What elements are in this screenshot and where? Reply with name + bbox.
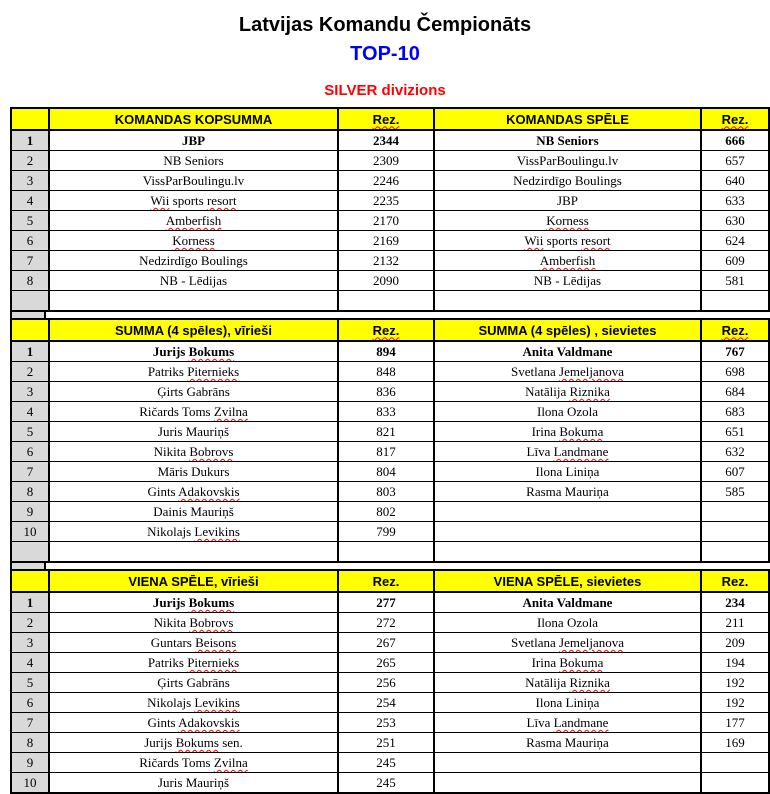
score-cell-left: 833 — [338, 402, 434, 422]
score-cell-right: 630 — [701, 211, 769, 231]
name-text: JBP — [181, 133, 206, 148]
name-cell-right — [434, 633, 701, 653]
misspelled-word: Landmane — [553, 444, 609, 459]
score-cell-left: 817 — [338, 442, 434, 462]
result-row — [11, 191, 769, 211]
score-cell-right — [701, 542, 769, 563]
result-row — [11, 522, 769, 542]
name-cell-left — [49, 482, 338, 502]
empty-row — [11, 291, 769, 312]
name-cell-right — [434, 402, 701, 422]
name-text: Ilona Liniņa — [535, 464, 600, 479]
section-header-left: SUMMA (4 spēles), vīrieši — [49, 319, 338, 341]
score-cell-left: 265 — [338, 653, 434, 673]
name-text: Līva — [526, 715, 554, 730]
rez-header-left — [338, 570, 434, 592]
name-cell-left — [49, 171, 338, 191]
score-cell-right: 192 — [701, 693, 769, 713]
score-cell-left: 245 — [338, 753, 434, 773]
score-cell-right: 767 — [701, 341, 769, 362]
rank-header-cell — [11, 570, 49, 592]
result-row — [11, 130, 769, 151]
score-cell-right — [701, 522, 769, 542]
name-cell-left — [49, 773, 338, 794]
score-cell-right: 169 — [701, 733, 769, 753]
score-cell-left: 2169 — [338, 231, 434, 251]
rank-cell-empty — [11, 291, 49, 312]
misspelled-word: Adakovskis — [178, 715, 240, 730]
result-row — [11, 211, 769, 231]
name-text: Jurijs — [144, 735, 176, 750]
name-cell-left — [49, 633, 338, 653]
score-cell-right: 683 — [701, 402, 769, 422]
misspelled-word: Bokums — [175, 735, 219, 750]
score-cell-left: 2235 — [338, 191, 434, 211]
rank-cell: 2 — [11, 613, 49, 633]
name-cell-left — [49, 542, 338, 563]
name-text: Dainis Mauriņš — [153, 504, 234, 519]
name-cell-right — [434, 462, 701, 482]
name-cell-left — [49, 251, 338, 271]
rank-cell: 6 — [11, 231, 49, 251]
score-cell-right: 585 — [701, 482, 769, 502]
result-row — [11, 422, 769, 442]
result-row — [11, 633, 769, 653]
score-cell-left: 272 — [338, 613, 434, 633]
name-cell-right — [434, 713, 701, 733]
name-text: NB - Lēdijas — [533, 273, 602, 288]
result-row — [11, 402, 769, 422]
name-cell-left — [49, 653, 338, 673]
name-cell-right — [434, 673, 701, 693]
misspelled-word: Riznika — [569, 675, 610, 690]
result-row — [11, 231, 769, 251]
rank-cell: 5 — [11, 422, 49, 442]
name-cell-right — [434, 422, 701, 442]
rank-cell: 3 — [11, 171, 49, 191]
name-cell-right — [434, 211, 701, 231]
rank-cell: 1 — [11, 592, 49, 613]
misspelled-word: Rez. — [372, 111, 400, 127]
score-cell-left: 2132 — [338, 251, 434, 271]
result-row — [11, 462, 769, 482]
rank-cell: 9 — [11, 502, 49, 522]
score-cell-right: 194 — [701, 653, 769, 673]
name-cell-left — [49, 502, 338, 522]
results-tables — [10, 107, 770, 794]
name-text: sports — [169, 193, 207, 208]
name-cell-right — [434, 231, 701, 251]
score-cell-right: 684 — [701, 382, 769, 402]
misspelled-word: Rez. — [721, 111, 749, 127]
name-text: Irina — [531, 655, 560, 670]
results-table-section-3 — [10, 569, 770, 794]
name-cell-left — [49, 733, 338, 753]
rank-header-cell — [11, 319, 49, 341]
name-cell-left — [49, 422, 338, 442]
name-text: NB Seniors — [163, 153, 224, 168]
misspelled-word: Piternieks — [187, 364, 240, 379]
rank-cell: 10 — [11, 522, 49, 542]
result-row — [11, 151, 769, 171]
name-cell-right — [434, 382, 701, 402]
rank-cell: 5 — [11, 211, 49, 231]
score-cell-left: 256 — [338, 673, 434, 693]
name-cell-left — [49, 291, 338, 312]
misspelled-word: Bobrovs — [189, 444, 234, 459]
rank-cell: 2 — [11, 362, 49, 382]
score-cell-right: 211 — [701, 613, 769, 633]
name-text: Rez. — [721, 573, 749, 589]
score-cell-left: 804 — [338, 462, 434, 482]
result-row — [11, 251, 769, 271]
section-header-row — [11, 319, 769, 341]
rank-cell: 3 — [11, 633, 49, 653]
name-cell-right — [434, 191, 701, 211]
score-cell-left: 2090 — [338, 271, 434, 291]
section-header-right: VIENA SPĒLE, sievietes — [434, 570, 701, 592]
score-cell-right: 234 — [701, 592, 769, 613]
result-row — [11, 171, 769, 191]
name-cell-left — [49, 211, 338, 231]
misspelled-word: Landmane — [553, 715, 609, 730]
name-text: Irina — [531, 424, 560, 439]
misspelled-word: Bobrovs — [189, 615, 234, 630]
result-row — [11, 773, 769, 794]
section-header-row — [11, 108, 769, 130]
name-text: Jurijs — [152, 344, 189, 359]
score-cell-right: 632 — [701, 442, 769, 462]
misspelled-word: Rez. — [372, 322, 400, 338]
rez-header-left — [338, 319, 434, 341]
rez-header-right — [701, 108, 769, 130]
result-row — [11, 502, 769, 522]
name-text: Nedzirdīgo Boulings — [513, 173, 622, 188]
rank-cell: 9 — [11, 753, 49, 773]
name-cell-left — [49, 592, 338, 613]
name-text: Natālija — [525, 384, 570, 399]
section-header-row — [11, 570, 769, 592]
name-cell-left — [49, 271, 338, 291]
score-cell-left: 2170 — [338, 211, 434, 231]
rank-cell: 4 — [11, 653, 49, 673]
rank-cell: 6 — [11, 693, 49, 713]
rank-cell: 1 — [11, 341, 49, 362]
name-cell-right — [434, 592, 701, 613]
page-title: Latvijas Komandu Čempionāts — [238, 14, 532, 36]
rank-cell: 7 — [11, 462, 49, 482]
name-cell-left — [49, 341, 338, 362]
misspelled-word: Bokuma — [559, 424, 604, 439]
rank-cell: 8 — [11, 271, 49, 291]
misspelled-word: Bokums — [188, 595, 235, 610]
misspelled-word: Wii — [150, 193, 170, 208]
score-cell-right — [701, 773, 769, 794]
score-cell-right: 581 — [701, 271, 769, 291]
name-text: Rasma Mauriņa — [526, 484, 609, 499]
score-cell-left: 253 — [338, 713, 434, 733]
name-text: Juris Mauriņš — [157, 424, 230, 439]
section-header-left: VIENA SPĒLE, vīrieši — [49, 570, 338, 592]
score-cell-right: 666 — [701, 130, 769, 151]
result-row — [11, 341, 769, 362]
result-row — [11, 482, 769, 502]
result-row — [11, 592, 769, 613]
result-row — [11, 442, 769, 462]
score-cell-left: 2246 — [338, 171, 434, 191]
misspelled-word: Jemeljanova — [559, 635, 624, 650]
name-text: NB Seniors — [536, 133, 599, 148]
name-text: NB - Lēdijas — [159, 273, 228, 288]
name-cell-right — [434, 251, 701, 271]
name-cell-right — [434, 482, 701, 502]
name-text: Ilona Liniņa — [535, 695, 600, 710]
name-text: Gints — [147, 484, 179, 499]
name-text: Anita Valdmane — [522, 344, 613, 359]
name-text: Nikolajs — [147, 524, 195, 539]
result-row — [11, 693, 769, 713]
name-cell-left — [49, 402, 338, 422]
name-text: Ģirts Gabrāns — [157, 384, 230, 399]
name-text: Ilona Ozola — [536, 615, 598, 630]
rank-cell: 8 — [11, 482, 49, 502]
name-text: Jurijs — [152, 595, 189, 610]
score-cell-left: 894 — [338, 341, 434, 362]
score-cell-left: 848 — [338, 362, 434, 382]
score-cell-left — [338, 542, 434, 563]
name-cell-right — [434, 171, 701, 191]
score-cell-left: 803 — [338, 482, 434, 502]
score-cell-right: 640 — [701, 171, 769, 191]
misspelled-word: Levikins — [194, 695, 240, 710]
rank-cell: 1 — [11, 130, 49, 151]
score-cell-left: 836 — [338, 382, 434, 402]
division-label: SILVER divizions — [324, 82, 446, 99]
rank-cell: 7 — [11, 251, 49, 271]
name-text: VissParBoulingu.lv — [516, 153, 619, 168]
result-row — [11, 271, 769, 291]
misspelled-word: Amberfish — [539, 253, 596, 268]
score-cell-right — [701, 291, 769, 312]
rank-cell: 5 — [11, 673, 49, 693]
rez-header-right — [701, 319, 769, 341]
misspelled-word: Bokuma — [559, 655, 604, 670]
name-cell-right — [434, 613, 701, 633]
page-subtitle: TOP-10 — [350, 43, 420, 65]
name-cell-right — [434, 502, 701, 522]
result-row — [11, 613, 769, 633]
name-text: sports — [543, 233, 581, 248]
name-cell-right — [434, 291, 701, 312]
section-header-right: SUMMA (4 spēles) , sievietes — [434, 319, 701, 341]
name-cell-left — [49, 231, 338, 251]
result-row — [11, 653, 769, 673]
name-text: Gints — [147, 715, 179, 730]
score-cell-left: 2344 — [338, 130, 434, 151]
rank-cell-empty — [11, 542, 49, 563]
name-cell-left — [49, 673, 338, 693]
score-cell-left: 254 — [338, 693, 434, 713]
name-cell-right — [434, 753, 701, 773]
score-cell-right: 657 — [701, 151, 769, 171]
misspelled-word: Amberfish — [165, 213, 222, 228]
score-cell-left: 821 — [338, 422, 434, 442]
result-row — [11, 362, 769, 382]
name-text: Nikita — [153, 615, 190, 630]
rank-cell: 4 — [11, 191, 49, 211]
name-text: Ilona Ozola — [536, 404, 598, 419]
name-cell-left — [49, 462, 338, 482]
result-row — [11, 753, 769, 773]
name-cell-left — [49, 130, 338, 151]
name-text: JBP — [557, 193, 578, 208]
misspelled-word: Wii — [524, 233, 544, 248]
score-cell-right: 609 — [701, 251, 769, 271]
name-text: Patriks — [147, 655, 188, 670]
name-cell-left — [49, 713, 338, 733]
score-cell-right: 651 — [701, 422, 769, 442]
rank-cell: 8 — [11, 733, 49, 753]
name-cell-right — [434, 271, 701, 291]
score-cell-right — [701, 502, 769, 522]
misspelled-word: Piternieks — [187, 655, 240, 670]
name-cell-left — [49, 442, 338, 462]
name-text: Svetlana — [511, 364, 560, 379]
misspelled-word: Zvilna — [213, 404, 248, 419]
result-row — [11, 733, 769, 753]
rez-header-right — [701, 570, 769, 592]
misspelled-word: Beisons — [195, 635, 237, 650]
name-text: Svetlana — [511, 635, 560, 650]
name-text: Anita Valdmane — [522, 595, 613, 610]
score-cell-left: 251 — [338, 733, 434, 753]
misspelled-word: Adakovskis — [178, 484, 240, 499]
section-header-left: KOMANDAS KOPSUMMA — [49, 108, 338, 130]
score-cell-right: 192 — [701, 673, 769, 693]
rank-cell: 10 — [11, 773, 49, 794]
misspelled-word: Korness — [546, 213, 589, 228]
name-text: Nikolajs — [147, 695, 195, 710]
name-text: sen. — [218, 735, 243, 750]
name-cell-right — [434, 130, 701, 151]
rank-cell: 7 — [11, 713, 49, 733]
rank-cell: 4 — [11, 402, 49, 422]
name-text: Rasma Mauriņa — [526, 735, 609, 750]
name-cell-right — [434, 733, 701, 753]
name-text: Patriks — [147, 364, 188, 379]
name-text: Nedzirdīgo Boulings — [139, 253, 248, 268]
name-cell-right — [434, 653, 701, 673]
name-text: Līva — [526, 444, 554, 459]
name-text: Ģirts Gabrāns — [157, 675, 230, 690]
name-cell-left — [49, 151, 338, 171]
name-cell-right — [434, 542, 701, 563]
name-text: Ričards Toms — [139, 755, 214, 770]
misspelled-word: resort — [580, 233, 611, 248]
misspelled-word: Korness — [172, 233, 215, 248]
name-cell-left — [49, 613, 338, 633]
name-cell-left — [49, 693, 338, 713]
misspelled-word: Bokums — [188, 344, 235, 359]
name-cell-left — [49, 753, 338, 773]
name-cell-left — [49, 362, 338, 382]
name-text: Rez. — [372, 573, 400, 589]
misspelled-word: Riznika — [569, 384, 610, 399]
result-row — [11, 713, 769, 733]
score-cell-right: 607 — [701, 462, 769, 482]
name-text: Nikita — [153, 444, 190, 459]
score-cell-right — [701, 753, 769, 773]
rank-cell: 3 — [11, 382, 49, 402]
name-cell-right — [434, 773, 701, 794]
results-table-section-1 — [10, 107, 770, 312]
misspelled-word: Levikins — [194, 524, 240, 539]
score-cell-left — [338, 291, 434, 312]
name-cell-left — [49, 191, 338, 211]
name-text: VissParBoulingu.lv — [142, 173, 245, 188]
name-cell-right — [434, 442, 701, 462]
name-cell-left — [49, 382, 338, 402]
empty-row — [11, 542, 769, 563]
score-cell-right: 209 — [701, 633, 769, 653]
name-text: Guntars — [150, 635, 196, 650]
name-cell-right — [434, 693, 701, 713]
section-header-right: KOMANDAS SPĒLE — [434, 108, 701, 130]
rank-cell: 6 — [11, 442, 49, 462]
result-row — [11, 382, 769, 402]
misspelled-word: Rez. — [721, 322, 749, 338]
report-header — [0, 0, 770, 99]
name-cell-right — [434, 341, 701, 362]
score-cell-left: 267 — [338, 633, 434, 653]
score-cell-left: 245 — [338, 773, 434, 794]
score-cell-right: 624 — [701, 231, 769, 251]
score-cell-left: 799 — [338, 522, 434, 542]
rez-header-left — [338, 108, 434, 130]
name-cell-right — [434, 151, 701, 171]
name-text: Māris Dukurs — [157, 464, 230, 479]
rank-cell: 2 — [11, 151, 49, 171]
name-text: Ričards Toms — [139, 404, 214, 419]
misspelled-word: Zvilna — [213, 755, 248, 770]
misspelled-word: Jemeljanova — [559, 364, 624, 379]
misspelled-word: resort — [206, 193, 237, 208]
score-cell-left: 277 — [338, 592, 434, 613]
name-text: Juris Mauriņš — [157, 775, 230, 790]
name-cell-left — [49, 522, 338, 542]
results-table-section-2 — [10, 318, 770, 563]
score-cell-left: 802 — [338, 502, 434, 522]
score-cell-left: 2309 — [338, 151, 434, 171]
score-cell-right: 633 — [701, 191, 769, 211]
score-cell-right: 698 — [701, 362, 769, 382]
score-cell-right: 177 — [701, 713, 769, 733]
result-row — [11, 673, 769, 693]
name-text: Natālija — [525, 675, 570, 690]
name-cell-right — [434, 522, 701, 542]
name-cell-right — [434, 362, 701, 382]
rank-header-cell — [11, 108, 49, 130]
